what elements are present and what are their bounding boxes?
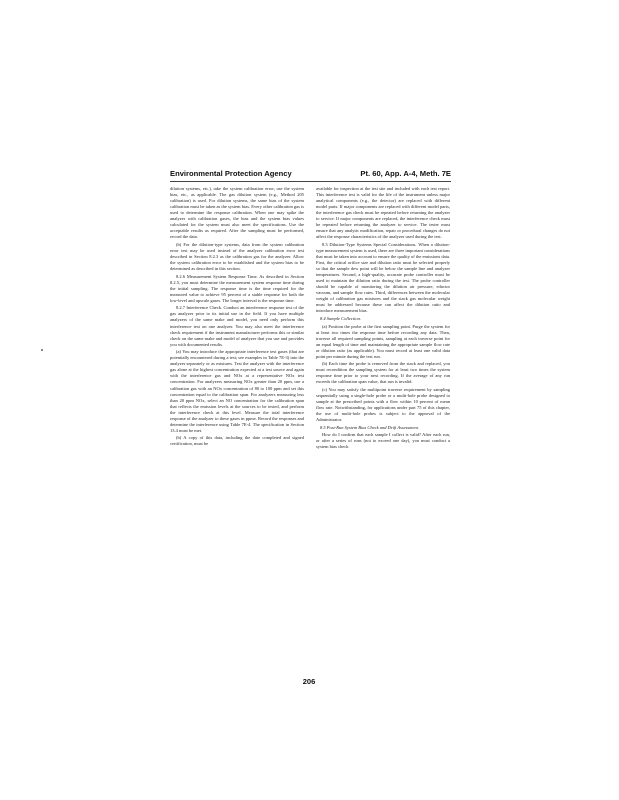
- agency-title: Environmental Protection Agency: [170, 169, 292, 178]
- paragraph: (a) You may introduce the appropriate interference test gases (that are potentially encountered during a test; see examples in Table 7E-3) into the analyzer separately or as mixtures. Test the analyzer with the interference gas alone at the highest concentration expected at a test source and again with the interference gas and NOx at a representative NOx test concentration. For analyzers measuring NOx greater than 20 ppm, use a calibration gas with an NOx concentration of 80 to 100 ppm and set this concentration equal to the calibration span. For analyzers measuring less than 20 ppm NOx, select an NO concentration for the calibration span that reflects the emission levels at the sources to be tested, and perform the interference check at this level. Measure the total interference response of the analyzer to these gases in ppmv. Record the responses and determine the interference using Table 7E-4. The specification in Section 13.4 must be met.: [170, 349, 304, 433]
- paragraph: 8.4 Sample Collection.: [320, 315, 361, 321]
- scan-speck: [41, 349, 43, 351]
- paragraph: How do I confirm that each sample I collect is valid? After each run, or after a series of runs (not to exceed one day), you must conduct a system bias check: [316, 432, 450, 450]
- running-header: [170, 167, 451, 182]
- paragraph: 8.2.6 Measurement System Response Time. As described in Section 8.2.5, you must determine the measurement system response time during the initial sampling. The response time is the time required for the measured value to achieve 95 percent of a stable response for both the low-level and upscale gases. The longer interval is the response time.: [170, 273, 304, 303]
- page-number: 206: [302, 677, 316, 686]
- paragraph: (c) You may satisfy the multipoint traverse requirement by sampling sequentially using a single-hole probe or a multi-hole probe designed to sample at the prescribed points with a flow within 10 percent of mean flow rate. Notwithstanding, for applications under part 75 of this chapter, the use of multi-hole probes is subject to the approval of the Administrator.: [316, 387, 450, 423]
- cfr-citation: Pt. 60, App. A-4, Meth. 7E: [360, 169, 451, 178]
- right-text-column: [316, 186, 450, 668]
- paragraph: dilution systems, etc.), take the system calibration error, use the system bias, etc., as applicable. The gas dilution system (e.g., Method 205 calibration) is used. For dilution systems, the same bias of the system calibration must be taken as the system bias. Every other calibration gas is used to determine the response calibration. When one may spike the analyzer with calibration gases, the bias and the system bias values calculated for the system must also meet the specifications. Use the acceptable results as required. After the sampling must be performed, record the data.: [170, 186, 304, 240]
- paragraph: 8.5 Post-Run System Bias Check and Drift Assessment.: [320, 424, 420, 430]
- left-text-column: [170, 186, 304, 668]
- paragraph: (b) Each time the probe is removed from the stack and replaced, you must recondition the sampling system for at least two times the system response time prior to your next recording. If the average of any run exceeds the calibration span value, that run is invalid.: [316, 361, 450, 385]
- paragraph: (a) Position the probe at the first sampling point. Purge the system for at least two times the response time before recording any data. Then, traverse all required sampling points, sampling at each traverse point for an equal length of time and maintaining the appropriate sample flow rate or dilution ratio (as applicable). You must record at least one valid data point per minute during the test run.: [316, 323, 450, 359]
- paragraph: 8.2.7 Interference Check. Conduct an interference response test of the gas analyzer prior to its initial use in the field. If you have multiple analyzers of the same make and model, you need only perform this interference test on one analyzer. You may also meet the interference check requirement if the instrument manufacturer performs this or similar check on the same make and model of analyzer that you use and provides you with documented results.: [170, 305, 304, 347]
- paragraph: available for inspection at the test site and included with each test report. This interference test is valid for the life of the instrument unless major analytical components (e.g., the detector) are replaced with different model parts. If major components are replaced with different model parts, the interference gas check must be repeated before returning the analyzer to service. If major components are replaced, the interference check must be repeated before returning the analyzer to service. The tester must ensure that any analytic modification, repair or procedural changes do not affect the response characteristics of the analyzer used during the test.: [316, 186, 450, 240]
- paragraph: 8.3 Dilution-Type Systems Special Considerations. When a dilution-type measurement system is used, there are three important considerations that must be taken into account to ensure the quality of the emissions data. First, the critical orifice size and dilution ratio must be selected properly so that the sample dew point will be below the sample line and analyzer temperatures. Second, a high-quality, accurate probe controller must be used to maintain the dilution ratio during the test. The probe controller should be capable of monitoring the dilution air pressure, eductor vacuum, and sample flow rates. Third, differences between the molecular weight of calibration gas mixtures and the stack gas molecular weight must be addressed because these can affect the dilution ratio and introduce measurement bias.: [316, 241, 450, 314]
- paragraph: (b) A copy of this data, including the date completed and signed certification, must be: [170, 435, 304, 447]
- paragraph: (b) For the dilution-type systems, data from the system calibration error test may be used instead of the analyzer calibration error test described in Section 8.2.3 as the calibration gas for the analyzer. Allow the system calibration error to be established and the system bias to be determined as described in this section.: [170, 241, 304, 272]
